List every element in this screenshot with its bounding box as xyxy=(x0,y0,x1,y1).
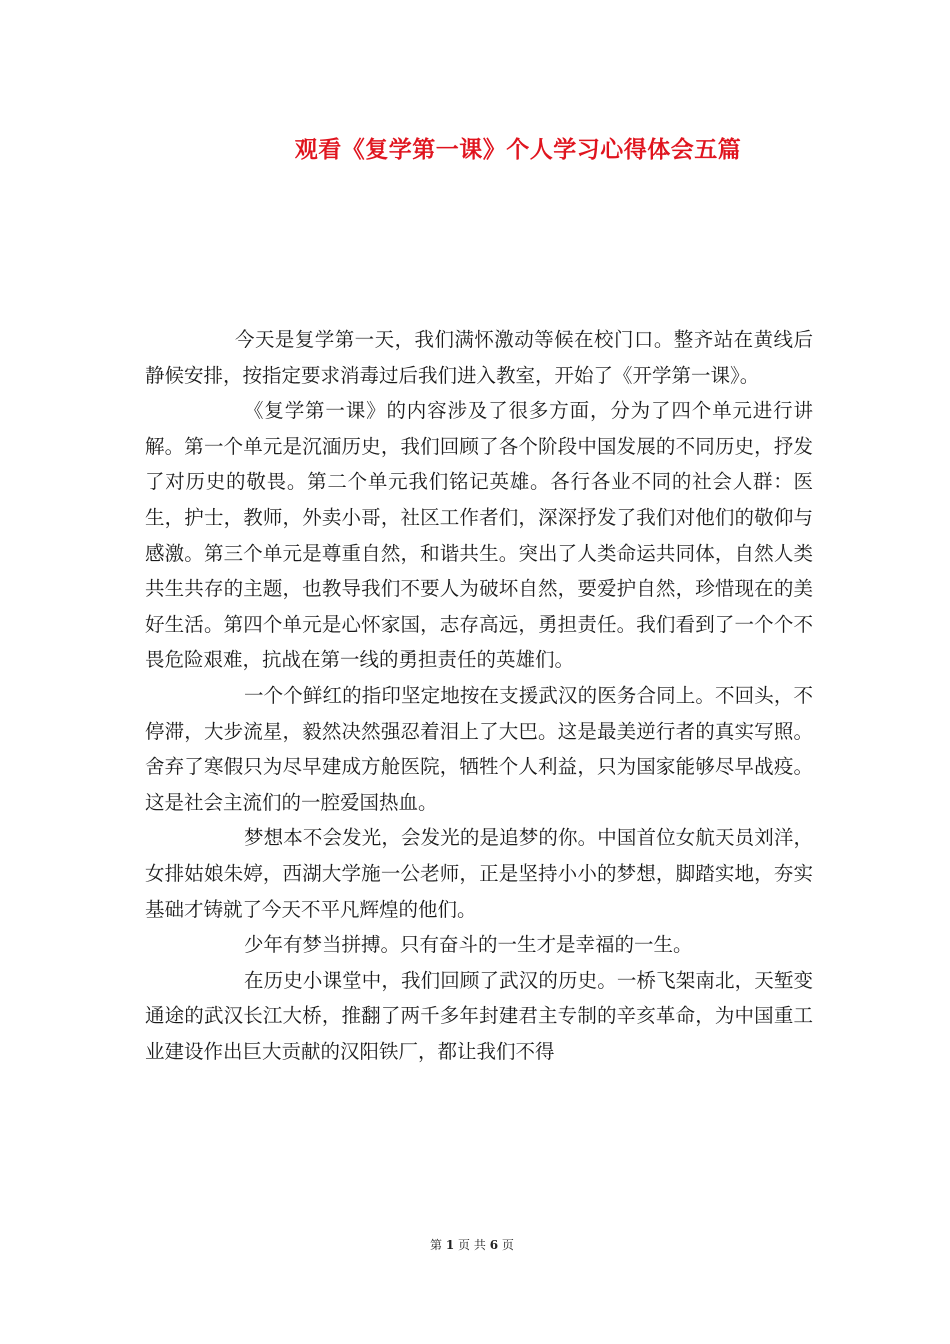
footer-prefix: 第 xyxy=(430,1238,443,1252)
total-page-count: 6 xyxy=(489,1238,499,1252)
document-title: 观看《复学第一课》个人学习心得体会五篇 xyxy=(294,136,742,163)
paragraph: 梦想本不会发光，会发光的是追梦的你。中国首位女航天员刘洋，女排姑娘朱婷，西湖大学施一公老师，正是坚持小小的梦想，脚踏实地，夯实基础才铸就了今天不平凡辉煌的他们。 xyxy=(145,826,813,921)
current-page-number: 1 xyxy=(445,1238,455,1252)
paragraph: 少年有梦当拼搏。只有奋斗的一生才是幸福的一生。 xyxy=(244,933,693,957)
footer-suffix: 页 xyxy=(501,1238,514,1252)
footer-middle: 页 共 xyxy=(458,1238,486,1252)
document-body xyxy=(145,322,813,1069)
paragraph: 《复学第一课》的内容涉及了很多方面，分为了四个单元进行讲解。第一个单元是沉湎历史，我们回顾了各个阶段中国发展的不同历史，抒发了对历史的敬畏。第二个单元我们铭记英雄。各行各业不同的社会人群：医生，护士，教师，外卖小哥，社区工作者们，深深抒发了我们对他们的敬仰与感激。第三个单元是尊重自然，和谐共生。突出了人类命运共同体，自然人类共生共存的主题，也教导我们不要人为破坏自然，要爱护自然，珍惜现在的美好生活。第四个单元是心怀家国，志存高远，勇担责任。我们看到了一个个不畏危险艰难，抗战在第一线的勇担责任的英雄们。 xyxy=(145,399,813,672)
paragraph: 在历史小课堂中，我们回顾了武汉的历史。一桥飞架南北，天堑变通途的武汉长江大桥，推翻了两千多年封建君主专制的辛亥革命，为中国重工业建设作出巨大贡献的汉阳铁厂，都让我们不得 xyxy=(145,968,813,1063)
paragraph: 今天是复学第一天，我们满怀激动等候在校门口。整齐站在黄线后静候安排，按指定要求消毒过后我们进入教室，开始了《开学第一课》。 xyxy=(145,328,813,387)
paragraph: 一个个鲜红的指印坚定地按在支援武汉的医务合同上。不回头，不停滞，大步流星，毅然决然强忍着泪上了大巴。这是最美逆行者的真实写照。舍弃了寒假只为尽早建成方舱医院，牺牲个人利益，只为国家能够尽早战疫。这是社会主流们的一腔爱国热血。 xyxy=(145,683,813,814)
page-number-footer xyxy=(0,1236,950,1253)
